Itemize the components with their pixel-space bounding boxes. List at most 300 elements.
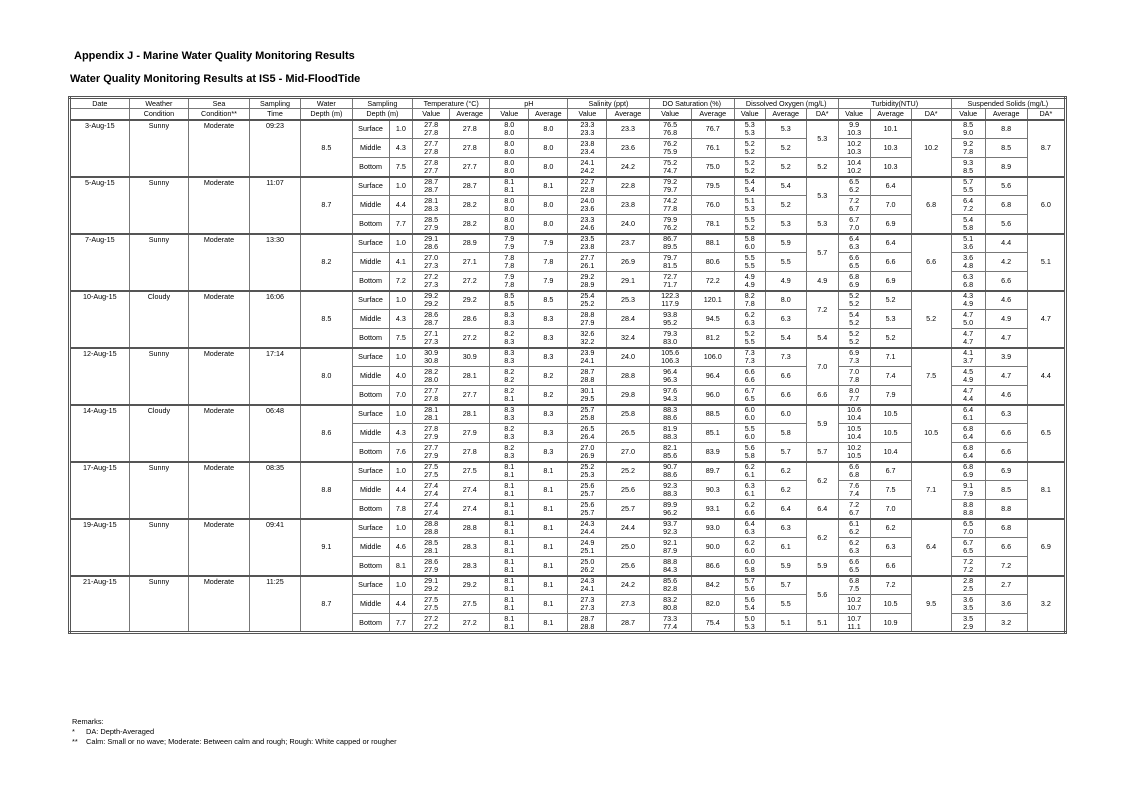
- cell-salinity-reading: 23.8: [580, 139, 595, 148]
- cell-temp-reading: 27.5: [424, 595, 439, 604]
- cell-date: 14-Aug-15: [70, 405, 130, 462]
- cell-temp-reading: 28.3: [424, 204, 439, 213]
- cell-ph-reading: 8.2: [504, 367, 515, 376]
- cell-ph-avg: 8.5: [529, 291, 568, 310]
- cell-temp-reading: 28.1: [424, 405, 439, 415]
- cell-do-sat-reading: 73.3: [663, 613, 678, 623]
- cell-temp-reading: 28.5: [424, 214, 439, 224]
- remark-mark: *: [72, 727, 75, 736]
- cell-temp-readings: [413, 273, 449, 289]
- cell-temp-reading: 28.1: [424, 546, 439, 555]
- cell-temp-reading: 28.1: [424, 196, 439, 205]
- cell-turbidity-reading: 6.6: [849, 462, 860, 472]
- cell-ph: [490, 443, 529, 462]
- header-suspended-solids: Suspended Solids (mg/L): [951, 98, 1065, 109]
- cell-turbidity-reading: 6.8: [849, 271, 860, 281]
- cell-salinity-reading: 25.3: [580, 470, 595, 480]
- cell-do-sat-reading: 80.8: [663, 603, 678, 612]
- cell-sampling-depth: 1.0: [389, 348, 413, 367]
- cell-do-sat-readings: [650, 140, 691, 156]
- cell-ph-avg: 8.1: [529, 177, 568, 196]
- cell-ss-readings: [952, 235, 985, 251]
- cell-salinity-avg: 23.8: [607, 196, 649, 215]
- cell-ss-avg: 8.9: [985, 158, 1027, 177]
- cell-salinity-readings: [568, 425, 606, 441]
- cell-salinity-reading: 24.1: [580, 157, 595, 167]
- cell-temp-avg: 29.2: [450, 291, 490, 310]
- cell-ph-reading: 8.0: [504, 147, 515, 156]
- cell-temp-reading: 27.2: [424, 613, 439, 623]
- remark-text: Calm: Small or no wave; Moderate: Between calm and rough; Rough: White capped or rougher: [86, 737, 397, 746]
- cell-ph-readings: [490, 159, 528, 175]
- cell-ss-avg: 6.8: [985, 196, 1027, 215]
- cell-ss-da: 4.7: [1027, 291, 1065, 348]
- cell-ph-avg: 8.1: [529, 481, 568, 500]
- cell-level: Middle: [352, 310, 389, 329]
- cell-do-readings: [735, 178, 765, 194]
- cell-ss-reading: 6.8: [963, 442, 974, 452]
- cell-do-sat-reading: 92.3: [663, 481, 678, 490]
- cell-do-da: 7.0: [806, 348, 838, 386]
- cell-ph: [490, 557, 529, 576]
- cell-do-da: 5.7: [806, 234, 838, 272]
- cell-temp-reading: 27.5: [424, 470, 439, 480]
- cell-turbidity: [838, 253, 870, 272]
- cell-salinity-reading: 23.3: [580, 120, 595, 130]
- cell-do-reading: 4.9: [744, 271, 755, 281]
- cell-temp: [413, 538, 450, 557]
- cell-ss-avg: 3.2: [985, 614, 1027, 633]
- cell-do-reading: 6.0: [744, 413, 755, 423]
- cell-temp-readings: [413, 501, 449, 517]
- cell-ph-readings: [490, 482, 528, 498]
- cell-temp-reading: 27.9: [424, 222, 439, 232]
- header-water: Water: [301, 98, 352, 109]
- cell-ss-readings: [952, 482, 985, 498]
- cell-turbidity-readings: [839, 197, 870, 213]
- cell-turbidity-reading: 7.6: [849, 481, 860, 490]
- cell-temp-avg: 28.8: [450, 519, 490, 538]
- cell-do-sat-avg: 90.3: [691, 481, 734, 500]
- cell-turbidity: [838, 272, 870, 291]
- cell-sampling-depth: 7.7: [389, 614, 413, 633]
- cell-ss-avg: 6.6: [985, 272, 1027, 291]
- cell-ss: [951, 519, 985, 538]
- cell-temp: [413, 405, 450, 424]
- cell-turbidity-readings: [839, 558, 870, 574]
- cell-sampling-depth: 4.4: [389, 595, 413, 614]
- cell-ph-avg: 8.1: [529, 576, 568, 595]
- cell-salinity: [568, 291, 607, 310]
- cell-ph-avg: 8.3: [529, 405, 568, 424]
- cell-turbidity-avg: 7.5: [870, 481, 911, 500]
- cell-ph-reading: 8.1: [504, 462, 515, 472]
- cell-salinity-readings: [568, 501, 606, 517]
- cell-turbidity-reading: 10.3: [847, 128, 862, 138]
- cell-ph-reading: 7.9: [504, 234, 515, 244]
- cell-temp-avg: 28.6: [450, 310, 490, 329]
- cell-ph: [490, 234, 529, 253]
- cell-do-sat: [649, 215, 691, 234]
- cell-do-sat-reading: 89.5: [663, 242, 678, 252]
- cell-time: 09:41: [249, 519, 300, 576]
- cell-salinity-avg: 26.9: [607, 253, 649, 272]
- cell-salinity: [568, 595, 607, 614]
- cell-temp: [413, 196, 450, 215]
- cell-salinity-reading: 25.8: [580, 413, 595, 423]
- cell-ss-reading: 9.1: [963, 481, 974, 490]
- cell-turbidity-reading: 10.2: [847, 442, 862, 452]
- cell-temp-reading: 28.0: [424, 375, 439, 384]
- cell-temp-readings: [413, 368, 449, 384]
- cell-turbidity-reading: 10.7: [847, 613, 862, 623]
- cell-do-sat-avg: 76.0: [691, 196, 734, 215]
- cell-do-sat-avg: 72.2: [691, 272, 734, 291]
- cell-do-reading: 5.1: [744, 196, 755, 205]
- cell-salinity-reading: 25.2: [580, 462, 595, 472]
- cell-temp-reading: 27.2: [424, 621, 439, 631]
- cell-do-sat-reading: 75.2: [663, 157, 678, 167]
- cell-salinity-reading: 26.5: [580, 424, 595, 433]
- header-sub-22: DA*: [1027, 109, 1065, 120]
- cell-turbidity-reading: 10.2: [847, 165, 862, 175]
- cell-do-readings: [735, 577, 765, 593]
- cell-temp-reading: 27.0: [424, 253, 439, 262]
- cell-temp-avg: 27.9: [450, 424, 490, 443]
- cell-temp-reading: 27.5: [424, 603, 439, 612]
- cell-temp: [413, 272, 450, 291]
- cell-do-reading: 5.3: [744, 204, 755, 213]
- cell-turbidity-reading: 10.4: [847, 413, 862, 423]
- table-row: [70, 576, 1066, 595]
- cell-ss: [951, 443, 985, 462]
- cell-turbidity-reading: 6.7: [849, 507, 860, 517]
- cell-temp-reading: 27.9: [424, 432, 439, 441]
- cell-sampling-depth: 4.3: [389, 139, 413, 158]
- cell-do-bottom: 6.6: [806, 386, 838, 405]
- cell-salinity-avg: 24.2: [607, 158, 649, 177]
- cell-temp-reading: 27.3: [424, 336, 439, 346]
- cell-do-sat-reading: 87.9: [663, 546, 678, 555]
- cell-turbidity-reading: 8.0: [849, 385, 860, 395]
- cell-salinity-readings: [568, 596, 606, 612]
- cell-do-sat-avg: 96.0: [691, 386, 734, 405]
- cell-ss-reading: 4.1: [963, 348, 974, 358]
- cell-salinity-reading: 24.1: [580, 584, 595, 594]
- cell-sampling-depth: 7.5: [389, 329, 413, 348]
- cell-temp: [413, 576, 450, 595]
- cell-turbidity-reading: 6.7: [849, 214, 860, 224]
- cell-turbidity-readings: [839, 444, 870, 460]
- cell-do: [734, 177, 765, 196]
- cell-temp-reading: 27.8: [424, 393, 439, 403]
- cell-do-reading: 6.2: [744, 538, 755, 547]
- cell-turbidity-reading: 7.7: [849, 393, 860, 403]
- cell-temp: [413, 614, 450, 633]
- cell-temp: [413, 367, 450, 386]
- cell-salinity-reading: 27.3: [580, 595, 595, 604]
- cell-salinity-avg: 25.6: [607, 557, 649, 576]
- cell-salinity: [568, 519, 607, 538]
- cell-turbidity: [838, 139, 870, 158]
- cell-do-reading: 7.3: [744, 356, 755, 366]
- cell-ph-avg: 8.0: [529, 215, 568, 234]
- cell-ph: [490, 120, 529, 139]
- cell-ph-reading: 8.1: [504, 621, 515, 631]
- cell-do-readings: [735, 482, 765, 498]
- cell-turbidity-reading: 6.8: [849, 576, 860, 586]
- cell-ss-da: 3.2: [1027, 576, 1065, 633]
- cell-salinity-readings: [568, 292, 606, 308]
- cell-sea: Moderate: [189, 405, 250, 462]
- header-temperature: Temperature (°C): [413, 98, 490, 109]
- cell-turbidity-readings: [839, 425, 870, 441]
- cell-do-avg: 5.3: [765, 215, 806, 234]
- cell-level: Surface: [352, 462, 389, 481]
- cell-salinity-readings: [568, 444, 606, 460]
- cell-ph-readings: [490, 330, 528, 346]
- cell-temp-avg: 27.7: [450, 386, 490, 405]
- cell-ss-reading: 4.8: [963, 261, 974, 270]
- cell-ph-reading: 8.1: [504, 507, 515, 517]
- cell-do-sat: [649, 595, 691, 614]
- cell-sampling-depth: 1.0: [389, 291, 413, 310]
- cell-do-sat: [649, 272, 691, 291]
- cell-ph-reading: 8.0: [504, 222, 515, 232]
- cell-do: [734, 481, 765, 500]
- cell-do: [734, 386, 765, 405]
- cell-do-reading: 5.3: [744, 120, 755, 130]
- cell-temp-avg: 28.1: [450, 367, 490, 386]
- cell-do-sat-reading: 84.3: [663, 564, 678, 574]
- cell-weather: Sunny: [129, 177, 189, 234]
- cell-turbidity-readings: [839, 140, 870, 156]
- cell-salinity-reading: 27.7: [580, 253, 595, 262]
- cell-salinity-readings: [568, 330, 606, 346]
- cell-ss-readings: [952, 444, 985, 460]
- cell-temp-reading: 29.2: [424, 299, 439, 309]
- cell-do-bottom: 5.2: [806, 158, 838, 177]
- cell-ph: [490, 291, 529, 310]
- cell-ss: [951, 595, 985, 614]
- cell-water-depth: 8.2: [301, 234, 352, 291]
- cell-do-sat-avg: 83.9: [691, 443, 734, 462]
- cell-do-readings: [735, 444, 765, 460]
- cell-level: Surface: [352, 120, 389, 139]
- cell-do: [734, 329, 765, 348]
- cell-ph-avg: 7.9: [529, 234, 568, 253]
- cell-turbidity: [838, 310, 870, 329]
- cell-ph-reading: 8.3: [504, 310, 515, 319]
- cell-do-sat: [649, 196, 691, 215]
- header-date: Date: [70, 98, 130, 109]
- cell-do-sat: [649, 139, 691, 158]
- cell-salinity-reading: 26.2: [580, 564, 595, 574]
- cell-ss-reading: 5.1: [963, 234, 974, 244]
- cell-temp-avg: 28.1: [450, 405, 490, 424]
- cell-do: [734, 234, 765, 253]
- cell-salinity: [568, 462, 607, 481]
- cell-salinity-reading: 26.9: [580, 450, 595, 460]
- cell-do-sat-reading: 83.2: [663, 595, 678, 604]
- cell-do-readings: [735, 235, 765, 251]
- header-ph: pH: [490, 98, 568, 109]
- cell-ss: [951, 139, 985, 158]
- cell-salinity-readings: [568, 387, 606, 403]
- cell-do-bottom: 5.1: [806, 614, 838, 633]
- cell-salinity-avg: 24.0: [607, 215, 649, 234]
- cell-do-readings: [735, 273, 765, 289]
- cell-do-reading: 6.0: [744, 242, 755, 252]
- cell-salinity-reading: 23.8: [580, 242, 595, 252]
- cell-do-sat-readings: [650, 558, 691, 574]
- cell-turbidity: [838, 443, 870, 462]
- cell-ph-avg: 8.1: [529, 595, 568, 614]
- cell-turbidity-reading: 6.7: [849, 204, 860, 213]
- cell-turbidity-reading: 7.3: [849, 356, 860, 366]
- cell-salinity-reading: 27.9: [580, 318, 595, 327]
- header-subrow: [70, 109, 1066, 120]
- cell-do-sat-reading: 88.3: [663, 405, 678, 415]
- cell-sampling-depth: 1.0: [389, 120, 413, 139]
- cell-ss-avg: 6.3: [985, 405, 1027, 424]
- cell-do: [734, 576, 765, 595]
- cell-ss-avg: 6.8: [985, 519, 1027, 538]
- cell-do-bottom: 5.3: [806, 215, 838, 234]
- cell-ph-readings: [490, 425, 528, 441]
- cell-do-reading: 5.3: [744, 128, 755, 138]
- cell-do-sat-readings: [650, 387, 691, 403]
- cell-turbidity: [838, 234, 870, 253]
- cell-ss-readings: [952, 349, 985, 365]
- cell-ss-readings: [952, 140, 985, 156]
- cell-salinity: [568, 177, 607, 196]
- cell-do-sat-avg: 82.0: [691, 595, 734, 614]
- cell-do-readings: [735, 368, 765, 384]
- cell-temp-readings: [413, 349, 449, 365]
- cell-do-sat: [649, 253, 691, 272]
- cell-turbidity: [838, 405, 870, 424]
- cell-do-sat-reading: 74.2: [663, 196, 678, 205]
- cell-ph-reading: 7.9: [504, 242, 515, 252]
- cell-ss-avg: 5.6: [985, 215, 1027, 234]
- cell-turbidity: [838, 424, 870, 443]
- cell-salinity-reading: 23.4: [580, 147, 595, 156]
- cell-ph-readings: [490, 406, 528, 422]
- cell-do-sat-readings: [650, 311, 691, 327]
- cell-do-bottom: 5.4: [806, 329, 838, 348]
- cell-turbidity: [838, 576, 870, 595]
- cell-do-reading: 5.5: [744, 214, 755, 224]
- cell-do: [734, 120, 765, 139]
- cell-turbidity-readings: [839, 216, 870, 232]
- header-sampling: Sampling: [249, 98, 300, 109]
- cell-do-avg: 5.4: [765, 329, 806, 348]
- cell-ph: [490, 177, 529, 196]
- cell-do-sat: [649, 481, 691, 500]
- cell-do-sat-reading: 97.6: [663, 385, 678, 395]
- cell-ss-reading: 5.5: [963, 185, 974, 195]
- cell-turbidity: [838, 386, 870, 405]
- cell-ss-readings: [952, 577, 985, 593]
- cell-turbidity-avg: 10.4: [870, 443, 911, 462]
- cell-salinity-avg: 29.1: [607, 272, 649, 291]
- header-sub-21: Average: [985, 109, 1027, 120]
- cell-turbidity-reading: 6.3: [849, 242, 860, 252]
- cell-do-sat-readings: [650, 235, 691, 251]
- cell-turbidity: [838, 538, 870, 557]
- cell-ph-readings: [490, 520, 528, 536]
- cell-sea: Moderate: [189, 120, 250, 177]
- cell-salinity: [568, 538, 607, 557]
- cell-do-sat-avg: 84.2: [691, 576, 734, 595]
- cell-salinity-reading: 24.3: [580, 519, 595, 529]
- cell-do-sat: [649, 120, 691, 139]
- cell-ph-avg: 8.1: [529, 519, 568, 538]
- cell-do-reading: 7.3: [744, 348, 755, 358]
- cell-do-sat-reading: 79.3: [663, 328, 678, 338]
- cell-do-sat-avg: 93.0: [691, 519, 734, 538]
- cell-ss-reading: 7.2: [963, 556, 974, 566]
- cell-ss-reading: 5.8: [963, 222, 974, 232]
- header-sub-7: Average: [450, 109, 490, 120]
- cell-salinity-readings: [568, 520, 606, 536]
- cell-do-reading: 5.0: [744, 613, 755, 623]
- header-sub-16: DA*: [806, 109, 838, 120]
- cell-do-sat-avg: 120.1: [691, 291, 734, 310]
- cell-salinity-readings: [568, 311, 606, 327]
- cell-salinity-reading: 25.0: [580, 556, 595, 566]
- cell-sampling-depth: 1.0: [389, 177, 413, 196]
- cell-do-avg: 5.9: [765, 234, 806, 253]
- cell-ph-avg: 8.0: [529, 120, 568, 139]
- cell-temp-avg: 27.4: [450, 500, 490, 519]
- cell-do-da: 5.3: [806, 120, 838, 158]
- cell-do-sat-readings: [650, 520, 691, 536]
- cell-ss-reading: 8.8: [963, 507, 974, 517]
- cell-ph-avg: 8.3: [529, 443, 568, 462]
- cell-turbidity: [838, 367, 870, 386]
- cell-ss-reading: 6.4: [963, 196, 974, 205]
- cell-turbidity-readings: [839, 387, 870, 403]
- cell-temp: [413, 253, 450, 272]
- cell-temp-readings: [413, 615, 449, 631]
- cell-do-sat-readings: [650, 501, 691, 517]
- cell-sampling-depth: 7.5: [389, 158, 413, 177]
- cell-turbidity-reading: 9.9: [849, 120, 860, 130]
- cell-ss-da: 8.1: [1027, 462, 1065, 519]
- cell-time: 06:48: [249, 405, 300, 462]
- cell-turbidity: [838, 500, 870, 519]
- cell-weather: Cloudy: [129, 405, 189, 462]
- cell-temp-reading: 28.7: [424, 177, 439, 187]
- cell-ph-readings: [490, 121, 528, 137]
- cell-ph-readings: [490, 273, 528, 289]
- header-row: [70, 98, 1066, 109]
- cell-salinity-readings: [568, 615, 606, 631]
- cell-temp: [413, 481, 450, 500]
- cell-ss-readings: [952, 406, 985, 422]
- cell-temp-reading: 27.4: [424, 499, 439, 509]
- cell-do-avg: 5.1: [765, 614, 806, 633]
- cell-turbidity: [838, 158, 870, 177]
- table-row: [70, 177, 1066, 196]
- cell-do-sat-avg: 96.4: [691, 367, 734, 386]
- cell-salinity: [568, 272, 607, 291]
- cell-turbidity-reading: 6.8: [849, 470, 860, 480]
- cell-ph-reading: 8.1: [504, 576, 515, 586]
- cell-level: Middle: [352, 253, 389, 272]
